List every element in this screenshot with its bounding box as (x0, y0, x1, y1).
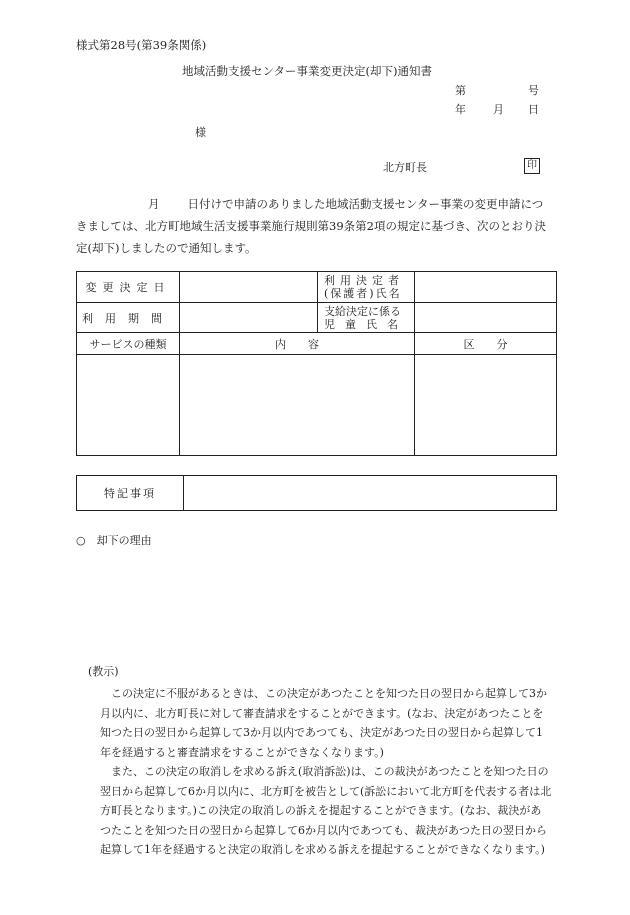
seal-stamp: 印 (524, 158, 540, 174)
instruction-heading: (教示) (88, 665, 119, 678)
special-notes-table (76, 475, 557, 511)
instruction-paragraph-2: また、この決定の取消しを求める訴え(取消訴訟)は、この裁決があつたことを知つた日の翌日から起算して6か月以内に、北方町を被告として(訴訟において北方町を代表する者は北方町長となります。)この決定の取消しの訴えを提起することができます。(なお、裁決があつたことを知つた日の翌日から起算して6か月以内であつても、裁決があつた日の翌日から起算して1年を経過すると決定の取消しを求める訴えを提起することができなくなります。) (100, 765, 552, 856)
user-name-label (318, 272, 415, 303)
document-title: 地域活動支援センター事業変更決定(却下)通知書 (182, 64, 433, 78)
recipient-honorific: 様 (195, 126, 206, 139)
user-name-value (415, 272, 557, 303)
date-month: 月 (493, 103, 504, 116)
service-type-cell (77, 355, 180, 456)
instruction-paragraph-1: この決定に不服があるときは、この決定があつたことを知つた日の翌日から起算して3か月以内に、北方町長に対して審査請求をすることができます。(なお、決定があつたことを知つた日の翌日から起算して3か月以内であつても、決定があつた日の翌日から起算して1年を経過すると審査請求をすることができなくなります。) (100, 687, 547, 759)
decision-table (76, 271, 557, 456)
form-number: 様式第28号(第39条関係) (76, 38, 207, 52)
service-type-header: サービスの種類 (77, 333, 180, 355)
number-suffix: 号 (528, 84, 539, 97)
child-label-line2: 児童氏名 (324, 317, 408, 331)
change-date-value (180, 272, 318, 303)
child-name-label (318, 303, 415, 333)
body-text: 日付けで申請のありました地域活動支援センター事業の変更申請につきましては、北方町地域生活支援事業施行規則第39条第2項の規定に基づき、次のとおり決定(却下)しましたので通知します。 (76, 197, 546, 255)
content-header: 内 容 (180, 333, 415, 355)
date-year: 年 (455, 103, 466, 116)
notice-body (76, 193, 554, 259)
category-cell (415, 355, 557, 456)
child-label-line1: 支給決定に係る (324, 304, 401, 318)
instruction-body (100, 684, 552, 860)
special-notes-label: 特記事項 (77, 476, 184, 511)
child-name-value (415, 303, 557, 333)
user-label-line2: (保護者)氏名 (324, 287, 402, 300)
number-prefix: 第 (455, 84, 466, 97)
content-cell (180, 355, 415, 456)
user-label-line1: 利用決定者 (324, 274, 404, 287)
category-header: 区 分 (415, 333, 557, 355)
special-notes-value (184, 476, 557, 511)
change-date-label: 変更決定日 (77, 272, 180, 303)
rejection-reason-label: ○ 却下の理由 (76, 534, 152, 547)
usage-period-label: 利用期間 (77, 303, 180, 333)
issuer-name: 北方町長 (383, 161, 427, 174)
date-day: 日 (528, 103, 539, 116)
body-month-label: 月 (148, 197, 160, 211)
usage-period-value (180, 303, 318, 333)
